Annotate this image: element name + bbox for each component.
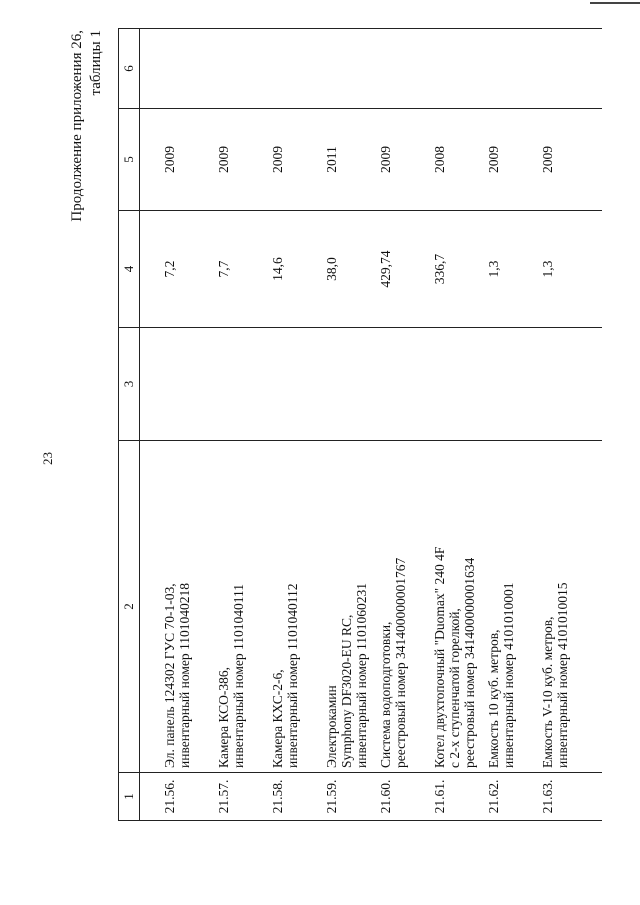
row-col-3 [540,328,602,441]
description-line: инвентарный номер 4101010015 [555,582,570,768]
row-col-6 [216,29,270,109]
row-number: 21.58. [270,773,324,821]
row-col-6 [540,29,602,109]
table-row [540,29,602,821]
row-col-4: 1,3 [486,211,540,328]
description-line: инвентарный номер 1101040111 [231,583,246,768]
description-line: инвентарный номер 4101010001 [501,582,516,768]
row-description [432,441,486,773]
row-description [140,441,217,773]
description-line: Камера КСО-386, [216,666,231,768]
continuation-line-1: Продолжение приложения 26, [69,30,85,222]
row-col-5: 2009 [140,109,217,211]
table-header-row [119,29,140,821]
table-row [486,29,540,821]
row-col-5: 2008 [432,109,486,211]
description-line: Эл. панель 124302 ГУС 70-1-03, [162,583,177,768]
row-col-3 [216,328,270,441]
row-col-5: 2009 [486,109,540,211]
row-col-6 [432,29,486,109]
description-line: Symphony DF3020-EU RC, [339,614,354,768]
row-number: 21.61. [432,773,486,821]
row-description [216,441,270,773]
row-col-4: 38,0 [324,211,378,328]
row-number: 21.59. [324,773,378,821]
row-number: 21.63. [540,773,602,821]
row-col-5: 2009 [540,109,602,211]
row-col-3 [378,328,432,441]
row-description [378,441,432,773]
row-col-4: 336,7 [432,211,486,328]
row-col-3 [324,328,378,441]
row-col-6 [270,29,324,109]
row-col-6 [486,29,540,109]
header-col-1: 1 [119,773,140,821]
page-number: 23 [40,452,55,465]
row-col-5: 2009 [216,109,270,211]
description-line: реестровый номер 341400000001767 [393,557,408,768]
description-line: Электрокамин [324,685,339,768]
table-row [216,29,270,821]
description-line: инвентарный номер 1101060231 [354,582,369,768]
header-col-3: 3 [119,328,140,441]
table-row [378,29,432,821]
row-col-6 [378,29,432,109]
description-line: инвентарный номер 1101040218 [177,582,192,768]
header-col-5: 5 [119,109,140,211]
row-col-3 [270,328,324,441]
table-row [270,29,324,821]
row-col-5: 2009 [378,109,432,211]
table-row [324,29,378,821]
description-line: с 2-х ступенчатой горелкой, [447,608,462,768]
row-col-4: 429,74 [378,211,432,328]
description-line: Емкость V-10 куб. метров, [540,616,555,768]
row-description [486,441,540,773]
table-body [140,29,603,821]
table-row [432,29,486,821]
description-line: Система водоподготовки, [378,621,393,768]
header-col-4: 4 [119,211,140,328]
row-col-6 [140,29,217,109]
description-line: инвентарный номер 1101040112 [285,583,300,768]
description-line: Емкость 10 куб. метров, [486,629,501,768]
row-number: 21.62. [486,773,540,821]
row-description [324,441,378,773]
row-number: 21.60. [378,773,432,821]
row-description [270,441,324,773]
row-col-4: 1,3 [540,211,602,328]
row-col-3 [486,328,540,441]
row-col-4: 7,2 [140,211,217,328]
continuation-line-2: таблицы 1 [88,30,104,96]
row-col-4: 14,6 [270,211,324,328]
row-col-6 [324,29,378,109]
row-col-3 [140,328,217,441]
description-line: Котел двухтопочный "Duomax" 240 4F [432,546,447,768]
table-row [140,29,217,821]
description-line: Камера КХС-2-6, [270,669,285,768]
row-col-5: 2011 [324,109,378,211]
header-col-2: 2 [119,441,140,773]
description-line: реестровый номер 341400000001634 [462,557,477,768]
row-description [540,441,602,773]
row-col-3 [432,328,486,441]
continuation-caption [68,30,106,222]
row-col-5: 2009 [270,109,324,211]
row-col-4: 7,7 [216,211,270,328]
row-number: 21.57. [216,773,270,821]
row-number: 21.56. [140,773,217,821]
asset-table [118,28,602,821]
header-col-6: 6 [119,29,140,109]
